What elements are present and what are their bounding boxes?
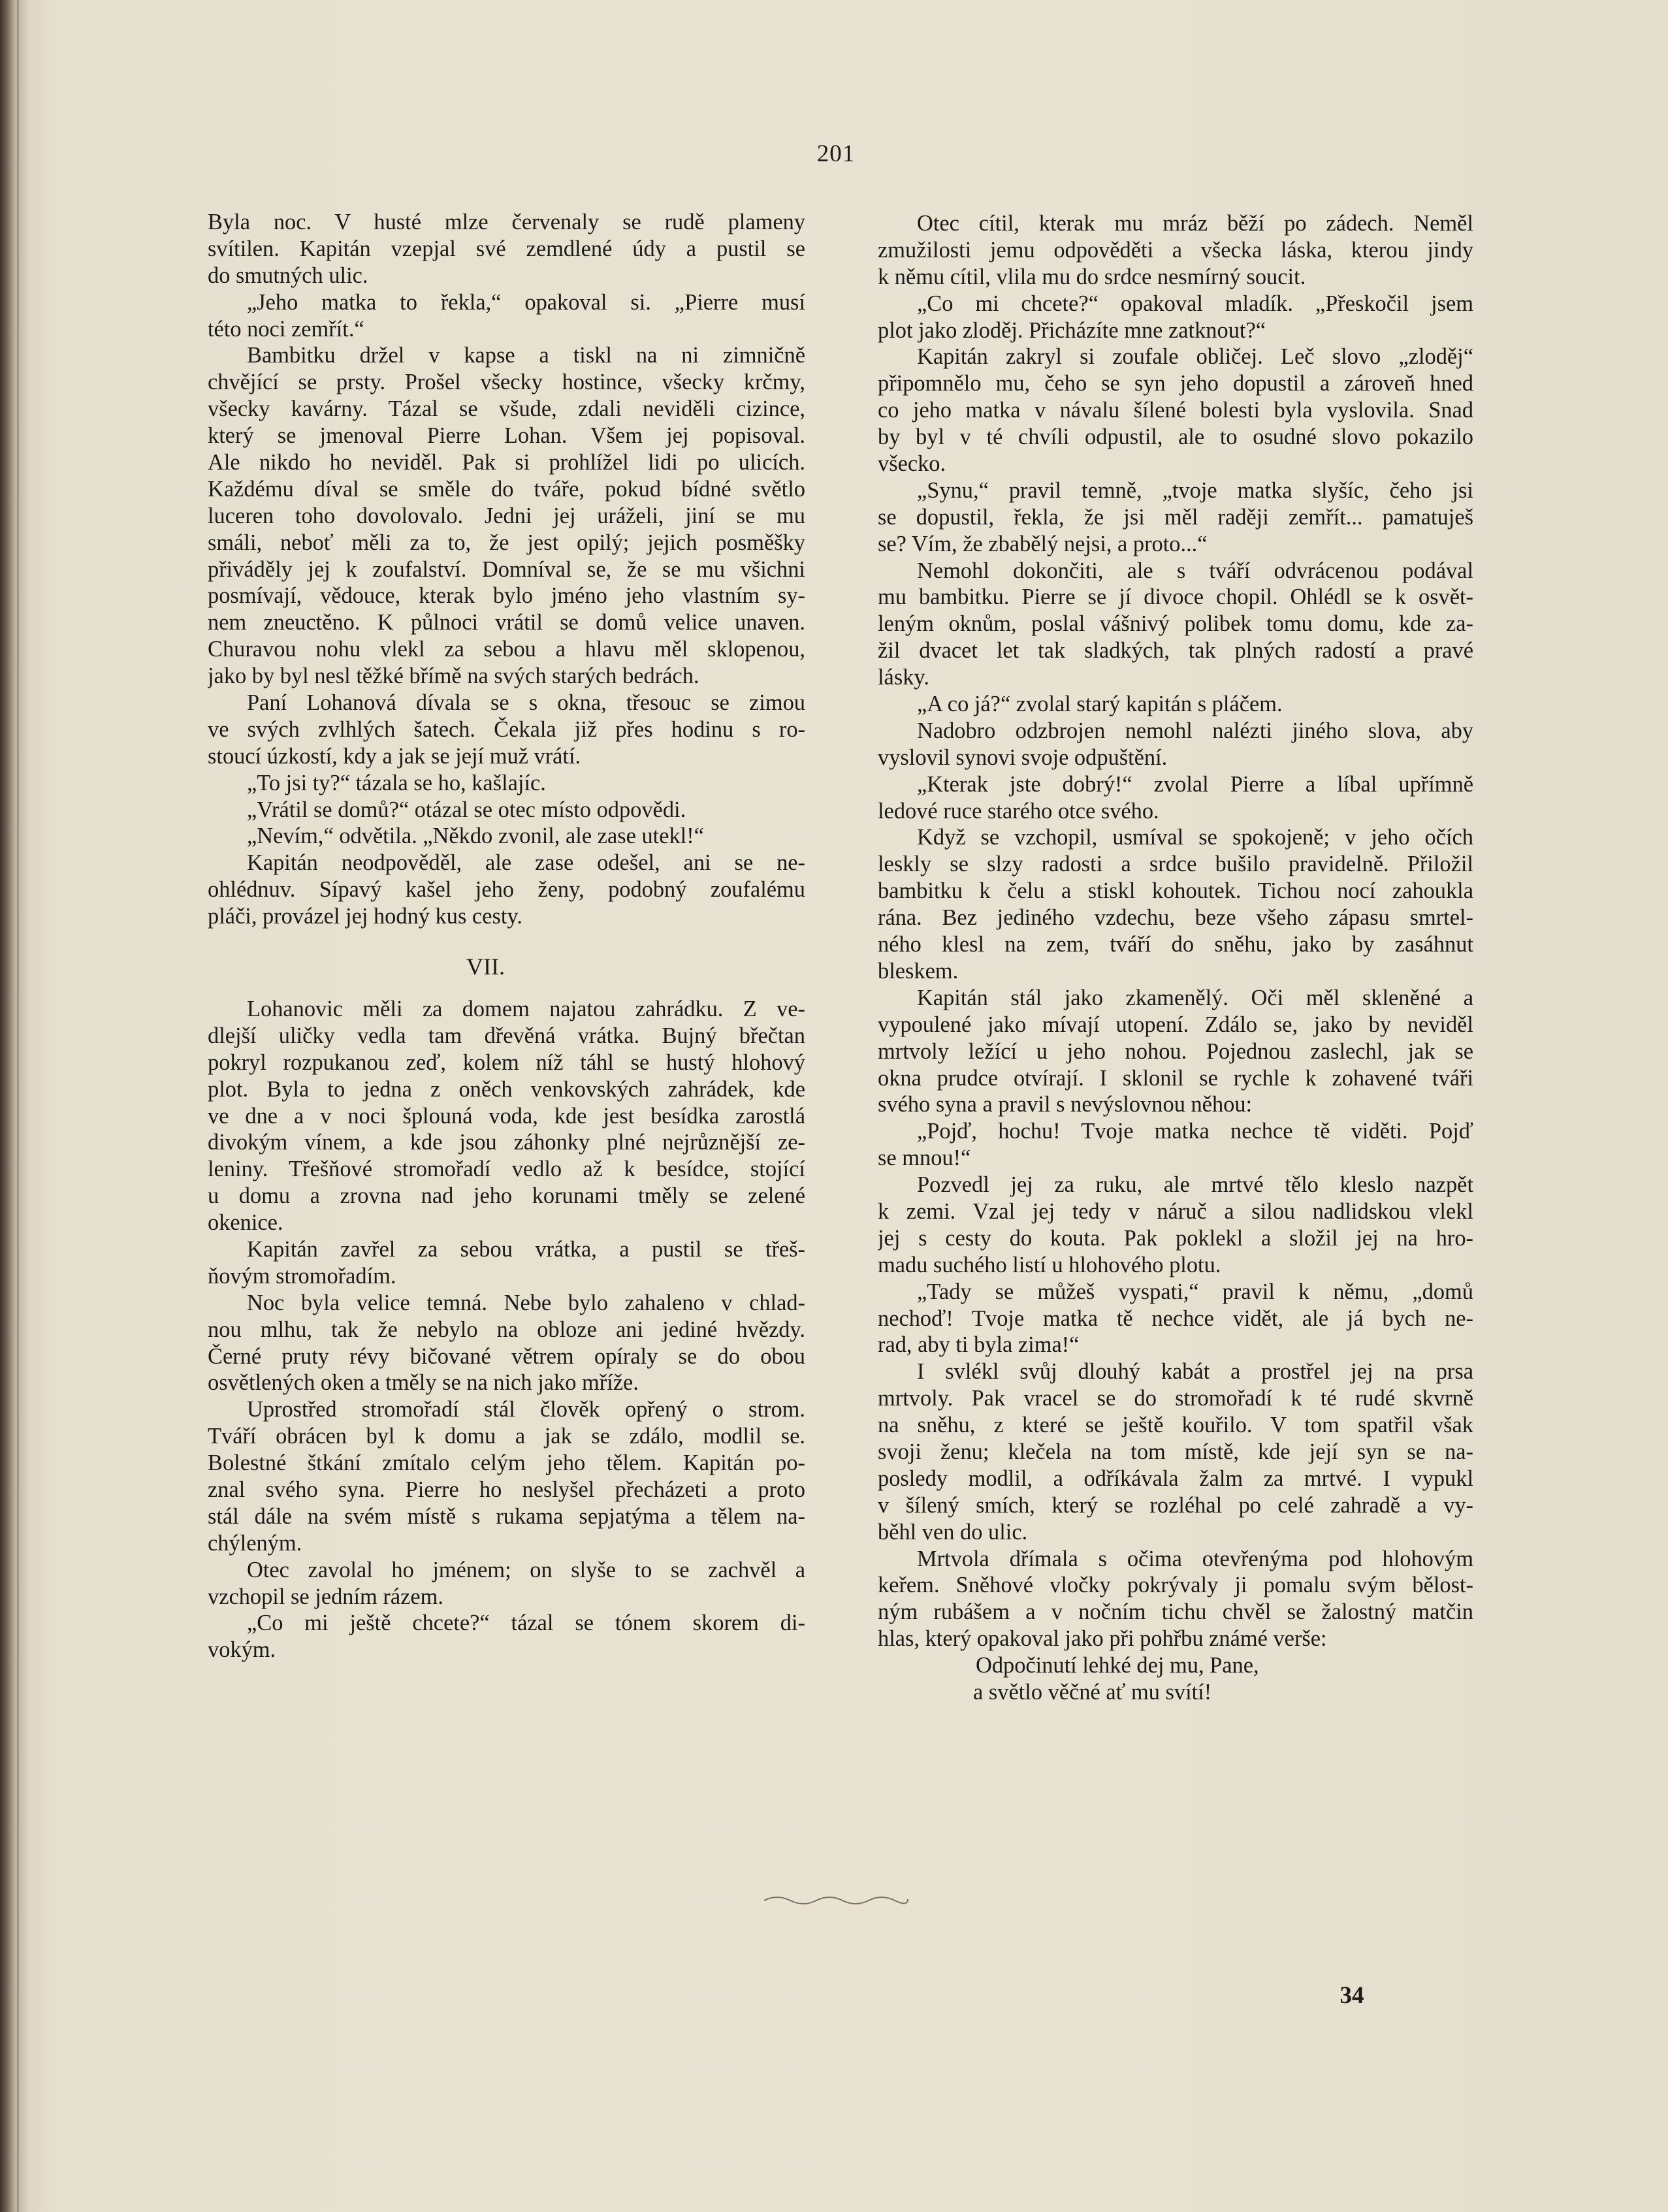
left-line: okenice.	[208, 1210, 283, 1236]
right-line: rad, aby ti byla zima!“	[878, 1332, 1080, 1358]
right-line: Když se vzchopil, usmíval se spokojeně; v jeho očích	[917, 825, 1473, 850]
ornamental-divider	[758, 1893, 914, 1906]
left-line: Kapitán neodpověděl, ale zase odešel, ani se ne-	[247, 850, 805, 876]
left-line: stál dále na svém místě s rukama sepjatýma a tělem na-	[208, 1503, 805, 1529]
left-line: pokryl rozpukanou zeď, kolem níž táhl se hustý hlohový	[208, 1050, 805, 1075]
left-line: ve dne a v noci šplouná voda, kde jest besídka zarostlá	[208, 1103, 805, 1129]
right-line: žil dvacet let tak sladkých, tak plných radostí a pravé	[878, 638, 1473, 664]
right-line: svého syna a pravil s nevýslovnou něhou:	[878, 1092, 1253, 1117]
right-line: okna prudce otvírají. I sklonil se rychle k zohavené tváři	[878, 1065, 1473, 1091]
left-line: všecky kavárny. Tázal se všude, zdali neviděli cizince,	[208, 396, 805, 422]
left-column	[208, 209, 805, 1663]
right-line: na sněhu, z které se ještě kouřilo. V tom spatřil však	[878, 1413, 1473, 1438]
left-line: vzchopil se jedním rázem.	[208, 1584, 443, 1609]
left-column-text	[208, 209, 805, 930]
right-line: ného klesl na zem, tváří do sněhu, jako by zasáhnut	[878, 932, 1473, 957]
left-line: nem zneuctěno. K půlnoci vrátil se domů velice unaven.	[208, 610, 805, 635]
right-line: ledové ruce starého otce svého.	[878, 798, 1159, 824]
right-line: Nemohl dokončiti, ale s tváří odvrácenou podával	[917, 558, 1473, 583]
right-line: I svlékl svůj dlouhý kabát a prostřel jej na prsa	[917, 1359, 1473, 1385]
left-line: který se jmenoval Pierre Lohan. Všem jej popisoval.	[208, 423, 805, 449]
right-line: ným rubášem a v nočním tichu chvěl se žalostný matčin	[878, 1599, 1473, 1625]
right-line: Kapitán zakryl si zoufale obličej. Leč slovo „zloděj“	[917, 344, 1473, 370]
left-line: Černé pruty révy bičované větrem opíraly se do obou	[208, 1343, 805, 1369]
left-line: Bolestné štkání zmítalo celým jeho tělem. Kapitán po-	[208, 1451, 805, 1476]
signature-mark: 34	[1339, 1982, 1364, 2009]
left-line: Bambitku držel v kapse a tiskl na ni zimničně	[247, 343, 805, 368]
right-line: vyslovil synovi svoje odpuštění.	[878, 745, 1168, 770]
left-line: leniny. Třešňové stromořadí vedlo až k besídce, stojící	[208, 1157, 805, 1182]
left-line: Noc byla velice temná. Nebe bylo zahaleno v chlad-	[247, 1290, 805, 1315]
left-line: Tváří obrácen byl k domu a jak se zdálo, modlil se.	[208, 1424, 805, 1449]
right-line: bambitku k čelu a stiskl kohoutek. Tichou nocí zahoukla	[878, 878, 1473, 904]
binding-edge	[17, 0, 19, 2212]
left-line: plot. Byla to jedna z oněch venkovských zahrádek, kde	[208, 1076, 805, 1102]
right-line: „Pojď, hochu! Tvoje matka nechce tě viděti. Pojď	[917, 1119, 1473, 1144]
left-line: Byla noc. V husté mlze červenaly se rudě plameny	[208, 210, 805, 234]
right-line: jej s cesty do kouta. Pak poklekl a složil jej na hro-	[878, 1225, 1473, 1251]
left-line: divokým vínem, a kde jsou záhonky plné nejrůznější ze-	[208, 1130, 805, 1155]
left-line: „Nevím,“ odvětila. „Někdo zvonil, ale zase utekl!“	[247, 824, 704, 849]
right-line: „A co já?“ zvolal starý kapitán s pláčem.	[917, 692, 1283, 717]
right-line: „Synu,“ pravil temně, „tvoje matka slyšíc, čeho jsi	[917, 477, 1473, 503]
right-line: „Co mi chcete?“ opakoval mladík. „Přeskočil jsem	[917, 291, 1473, 316]
left-line: Paní Lohanová dívala se s okna, třesouc se zimou	[247, 690, 805, 716]
left-line: „Jeho matka to řekla,“ opakoval si. „Pierre musí	[247, 289, 805, 315]
left-line: jako by byl nesl těžké břímě na svých starých bedrách.	[208, 664, 699, 689]
left-line: smáli, neboť měli za to, že jest opilý; jejich posměšky	[208, 530, 805, 555]
right-line: mu bambitku. Pierre se jí divoce chopil. Ohlédl se k osvět-	[878, 585, 1473, 610]
left-line: ňovým stromořadím.	[208, 1263, 396, 1289]
right-line: se? Vím, že zbabělý nejsi, a proto...“	[878, 531, 1208, 556]
right-line: lásky.	[878, 665, 929, 690]
left-line: znal svého syna. Pierre ho neslyšel přecházeti a proto	[208, 1477, 805, 1502]
left-line: „Co mi ještě chcete?“ tázal se tónem skorem di-	[247, 1611, 805, 1636]
right-line: Otec cítil, kterak mu mráz běží po zádech. Neměl	[917, 211, 1473, 236]
left-line: luceren toho dovolovalo. Jedni jej uráželi, jiní se mu	[208, 503, 805, 528]
right-line: Kapitán stál jako zkamenělý. Oči měl skleněné a	[917, 985, 1473, 1010]
right-line: svoji ženu; klečela na tom místě, kde její syn se na-	[878, 1439, 1473, 1464]
left-line: přiváděly jej k zoufalství. Domníval se, že se mu všichni	[208, 556, 805, 582]
right-line: běhl ven do ulic.	[878, 1519, 1028, 1545]
chapter-spacer	[208, 930, 805, 954]
right-line: „Kterak jste dobrý!“ zvolal Pierre a líbal upřímně	[917, 771, 1473, 797]
right-line: zmužilosti jemu odpověděti a všecka láska, kterou jindy	[878, 237, 1473, 263]
right-line: co jeho matka v návalu šílené bolesti byla vyslovila. Snad	[878, 398, 1473, 423]
right-line: rána. Bez jediného vzdechu, beze všeho zápasu smrtel-	[878, 905, 1473, 931]
left-line: Lohanovic měli za domem najatou zahrádku. Z ve-	[247, 996, 805, 1021]
left-line: dlejší uličky vedla tam dřevěná vrátka. Bujný břečtan	[208, 1023, 805, 1048]
right-line: se dopustil, řekla, že jsi měl raději zemřít... pamatuješ	[878, 504, 1473, 530]
left-line: svítilen. Kapitán vzepjal své zemdlené údy a pustil se	[208, 236, 805, 261]
left-line: Otec zavolal ho jménem; on slyše to se zachvěl a	[247, 1557, 805, 1582]
left-line: Kapitán zavřel za sebou vrátka, a pustil se třeš-	[247, 1236, 805, 1262]
left-line: vokým.	[208, 1637, 276, 1663]
left-line: u domu a zrovna nad jeho korunami tměly se zelené	[208, 1183, 805, 1209]
verse-line-1: Odpočinutí lehké dej mu, Pane,	[976, 1653, 1259, 1678]
right-line: se mnou!“	[878, 1146, 971, 1171]
left-line: „Vrátil se domů?“ otázal se otec místo odpovědi.	[247, 797, 686, 822]
verse-line-2: a světlo věčné ať mu svítí!	[973, 1679, 1212, 1705]
right-line: mrtvoly. Pak vracel se do stromořadí k té rudé skvrně	[878, 1386, 1473, 1411]
right-line: „Tady se můžeš vyspati,“ pravil k němu, „domů	[917, 1279, 1473, 1304]
left-line: ve svých zvlhlých šatech. Čekala již přes hodinu s ro-	[208, 716, 805, 742]
right-line: všecko.	[878, 451, 946, 477]
left-line: posmívají, vědouce, kterak bylo jméno jeho vlastním sy-	[208, 583, 805, 609]
left-line: stoucí úzkostí, kdy a jak se její muž vrátí.	[208, 743, 581, 769]
left-line: Každému díval se směle do tváře, pokud bídné světlo	[208, 476, 805, 502]
left-line: chýleným.	[208, 1530, 302, 1556]
right-line: by byl v té chvíli odpustil, ale to osudné slovo pokazilo	[878, 425, 1473, 450]
left-line: chvějící se prsty. Prošel všecky hostince, všecky krčmy,	[208, 370, 805, 395]
right-line: připomnělo mu, čeho se syn jeho dopustil a zároveň hned	[878, 371, 1473, 396]
right-line: vypoulené jako mívají utopení. Zdálo se, jako by neviděl	[878, 1012, 1473, 1037]
right-line: Pozvedl jej za ruku, ale mrtvé tělo kleslo nazpět	[917, 1172, 1473, 1198]
left-line: Uprostřed stromořadí stál člověk opřený o strom.	[247, 1397, 805, 1422]
right-column-text	[878, 210, 1473, 1652]
chapter-heading: VII.	[466, 954, 505, 980]
right-line: k němu cítil, vlila mu do srdce nesmírný soucit.	[878, 264, 1306, 289]
right-line: posledy modlil, a odříkávala žalm za mrtvé. I vypukl	[878, 1466, 1473, 1491]
right-line: v šílený smích, který se rozléhal po celé zahradě a vy-	[878, 1492, 1473, 1518]
right-line: keřem. Sněhové vločky pokrývaly ji pomalu svým bělost-	[878, 1573, 1473, 1598]
right-line: bleskem.	[878, 958, 959, 984]
right-line: plot jako zloděj. Přicházíte mne zatknout?“	[878, 317, 1266, 343]
chapter-spacer	[208, 980, 805, 996]
right-line: mrtvoly ležící u jeho nohou. Pojednou zaslechl, jak se	[878, 1038, 1473, 1064]
left-line: pláči, provázel jej hodný kus cesty.	[208, 904, 522, 929]
page-number: 201	[816, 140, 856, 167]
right-line: leným oknům, poslal vášnivý polibek tomu domu, kde za-	[878, 611, 1473, 637]
left-line: osvětlených oken a tměly se na nich jako mříže.	[208, 1370, 639, 1396]
right-line: k zemi. Vzal jej tedy v náruč a silou nadlidskou vlekl	[878, 1198, 1473, 1224]
left-line: Ale nikdo ho neviděl. Pak si prohlížel lidi po ulicích.	[208, 450, 805, 475]
left-line: ohlédnuv. Sípavý kašel jeho ženy, podobný zoufalému	[208, 877, 805, 903]
right-column	[878, 210, 1473, 1706]
left-line: Churavou nohu vlekl za sebou a hlavu měl sklopenou,	[208, 637, 805, 662]
right-line: nechoď! Tvoje matka tě nechce vidět, ale já bych ne-	[878, 1306, 1473, 1331]
left-column-text-after-heading	[208, 996, 805, 1663]
left-line: této noci zemřít.“	[208, 316, 364, 342]
right-line: Mrtvola dřímala s očima otevřenýma pod hlohovým	[917, 1546, 1473, 1571]
right-line: madu suchého listí u hlohového plotu.	[878, 1252, 1221, 1277]
right-line: hlas, který opakoval jako při pohřbu známé verše:	[878, 1626, 1327, 1652]
left-line: „To jsi ty?“ tázala se ho, kašlajíc.	[247, 770, 546, 795]
right-line: leskly se slzy radosti a srdce bušilo pravidelně. Přiložil	[878, 852, 1473, 877]
left-line: nou mlhu, tak že nebylo na obloze ani jediné hvězdy.	[208, 1317, 805, 1342]
right-line: Nadobro odzbrojen nemohl nalézti jiného slova, aby	[917, 718, 1473, 743]
left-line: do smutných ulic.	[208, 263, 368, 288]
